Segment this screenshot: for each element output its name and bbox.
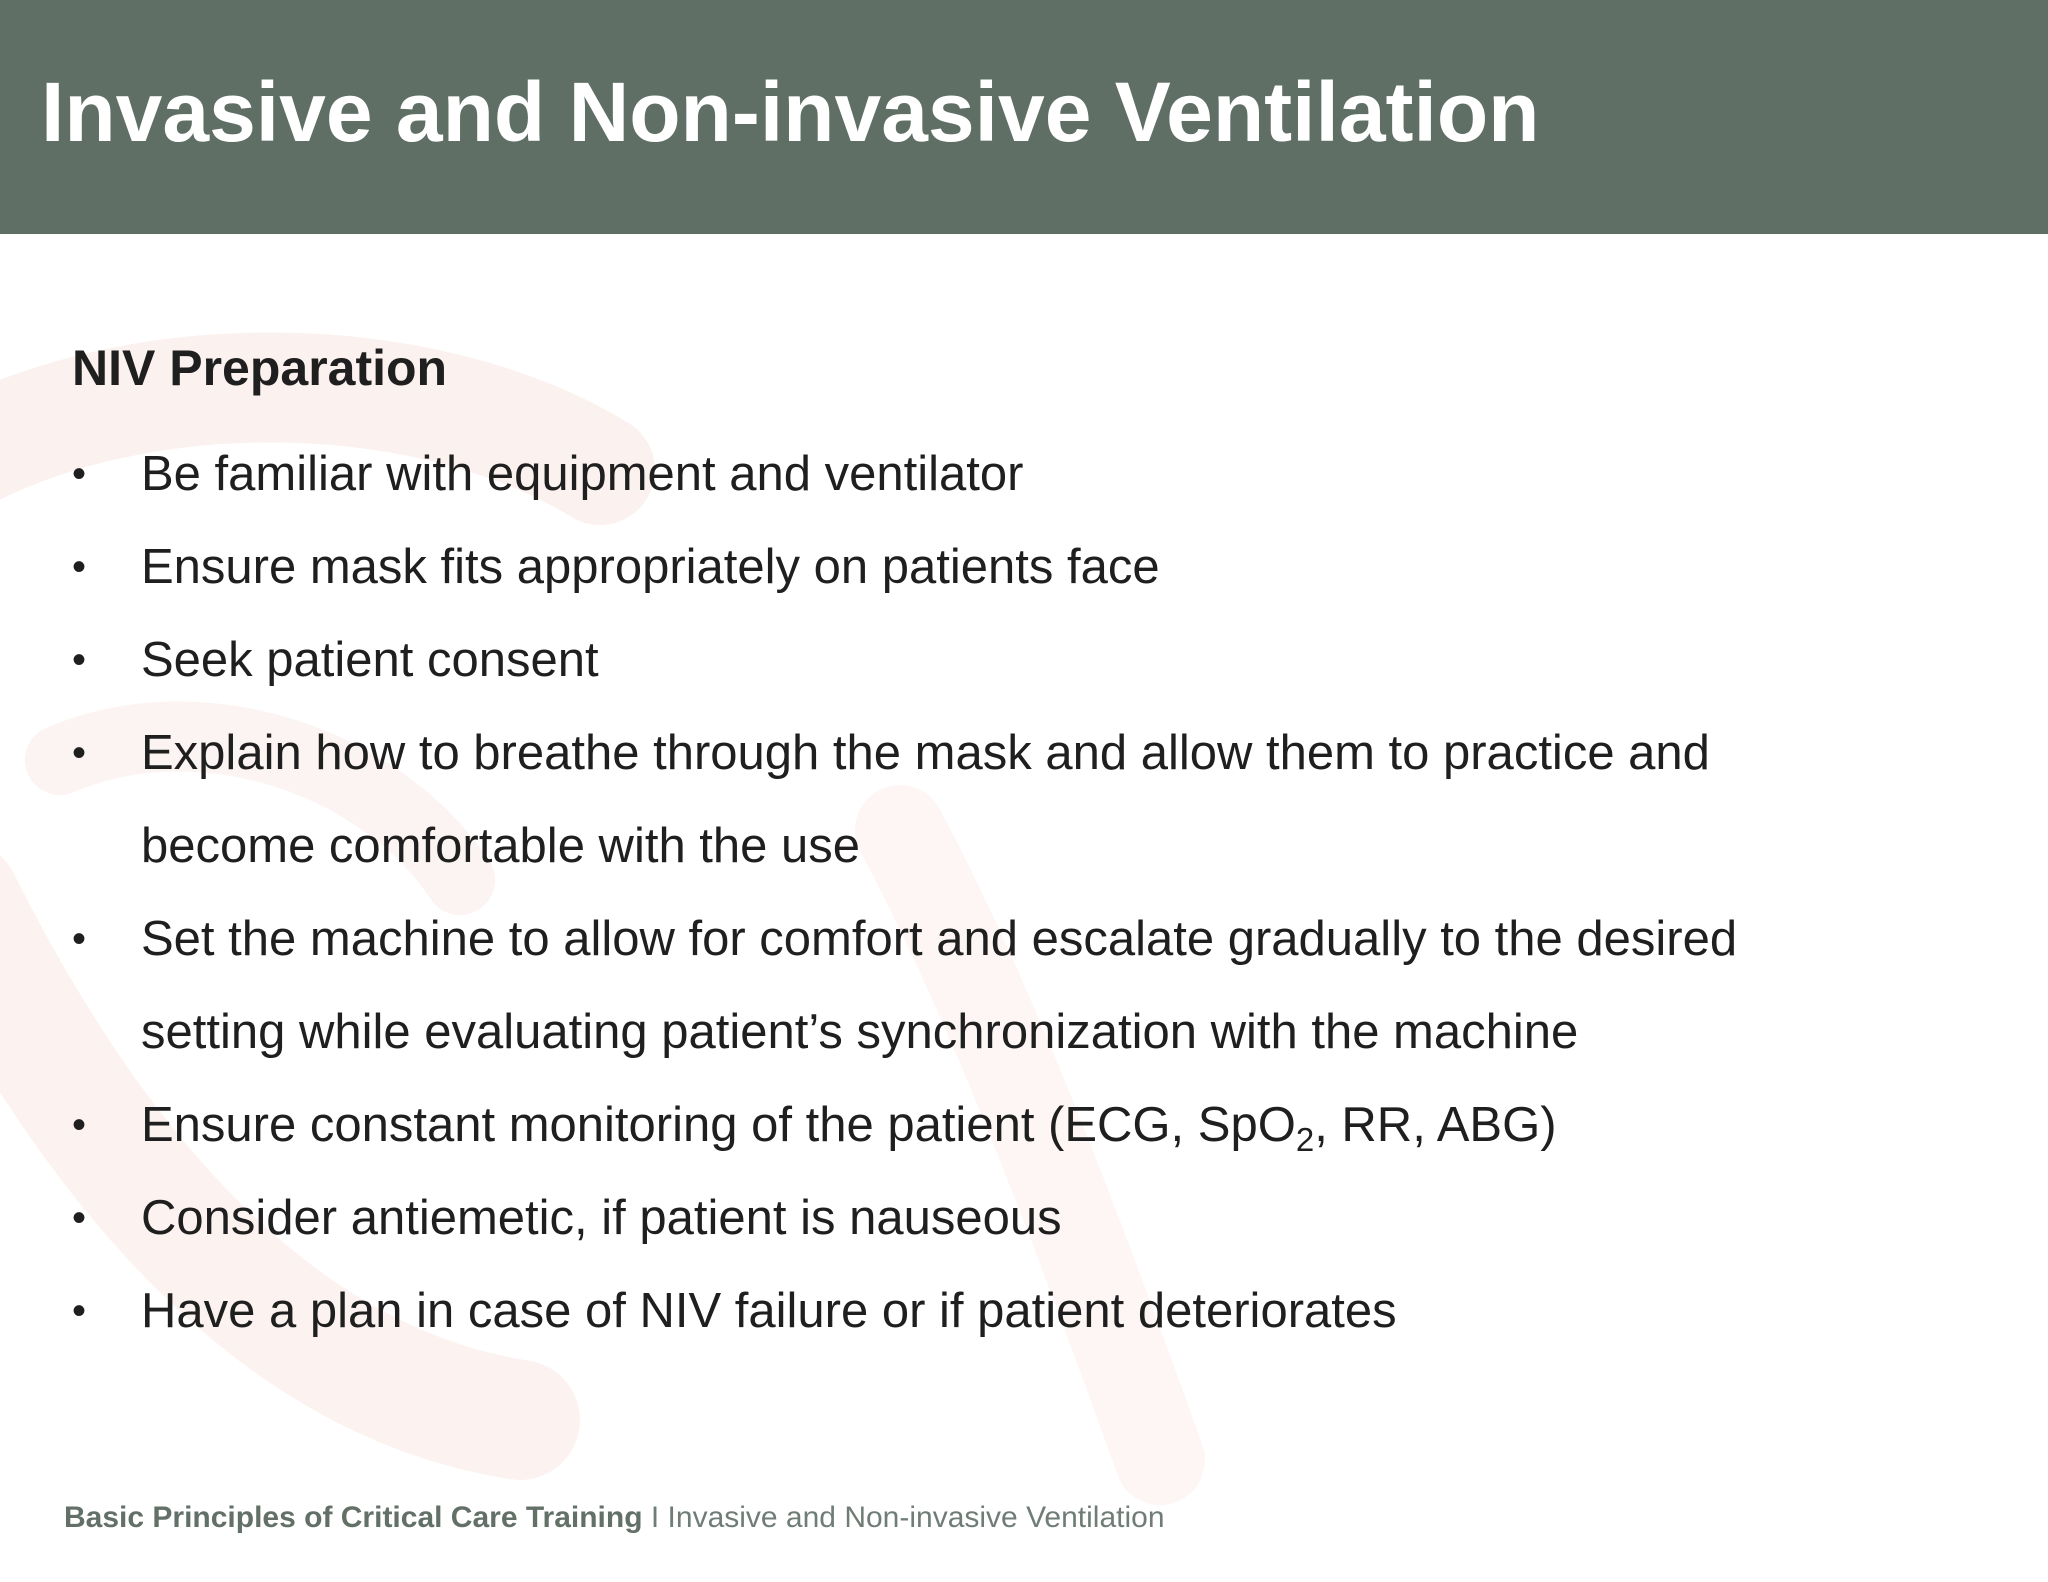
bullet-text: become comfortable with the use bbox=[141, 819, 861, 873]
bullet-item bbox=[72, 1079, 1972, 1172]
bullet-item bbox=[72, 1172, 1972, 1265]
bullet-item bbox=[72, 1265, 1972, 1358]
bullet-dot: • bbox=[72, 638, 87, 682]
slide-header bbox=[0, 0, 2048, 234]
bullet-text: setting while evaluating patient’s synchronization with the machine bbox=[141, 1005, 1579, 1059]
bullet-item bbox=[72, 893, 1972, 1079]
bullet-dot: • bbox=[72, 452, 87, 496]
bullet-text: Seek patient consent bbox=[141, 633, 599, 687]
footer-course: Basic Principles of Critical Care Training bbox=[64, 1501, 643, 1534]
bullet-text: Be familiar with equipment and ventilator bbox=[141, 447, 1024, 501]
bullet-text-after: , RR, ABG) bbox=[1314, 1098, 1557, 1152]
bullet-text: Have a plan in case of NIV failure or if patient deteriorates bbox=[141, 1284, 1397, 1338]
bullet-text: Ensure mask fits appropriately on patients face bbox=[141, 540, 1160, 594]
slide-content bbox=[72, 335, 1972, 1358]
slide-title: Invasive and Non-invasive Ventilation bbox=[41, 65, 1540, 159]
footer-topic: Invasive and Non-invasive Ventilation bbox=[667, 1501, 1165, 1534]
bullet-item bbox=[72, 707, 1972, 893]
slide-footer bbox=[64, 1498, 1165, 1538]
bullet-list bbox=[72, 428, 1972, 1358]
bullet-dot: • bbox=[72, 1103, 87, 1147]
section-heading: NIV Preparation bbox=[72, 340, 448, 396]
subscript: 2 bbox=[1295, 1121, 1315, 1158]
bullet-text: Set the machine to allow for comfort and escalate gradually to the desired bbox=[141, 912, 1738, 966]
bullet-item bbox=[72, 521, 1972, 614]
bullet-dot: • bbox=[72, 1289, 87, 1333]
bullet-dot: • bbox=[72, 917, 87, 961]
bullet-dot: • bbox=[72, 1196, 87, 1240]
bullet-dot: • bbox=[72, 545, 87, 589]
bullet-text: Explain how to breathe through the mask and allow them to practice and bbox=[141, 726, 1710, 780]
bullet-dot: • bbox=[72, 731, 87, 775]
bullet-text-before: Ensure constant monitoring of the patient (ECG, SpO bbox=[141, 1098, 1296, 1152]
bullet-text: Consider antiemetic, if patient is nauseous bbox=[141, 1191, 1062, 1245]
bullet-item bbox=[72, 428, 1972, 521]
bullet-text bbox=[141, 1079, 1972, 1172]
footer-separator: I bbox=[642, 1501, 668, 1534]
bullet-item bbox=[72, 614, 1972, 707]
